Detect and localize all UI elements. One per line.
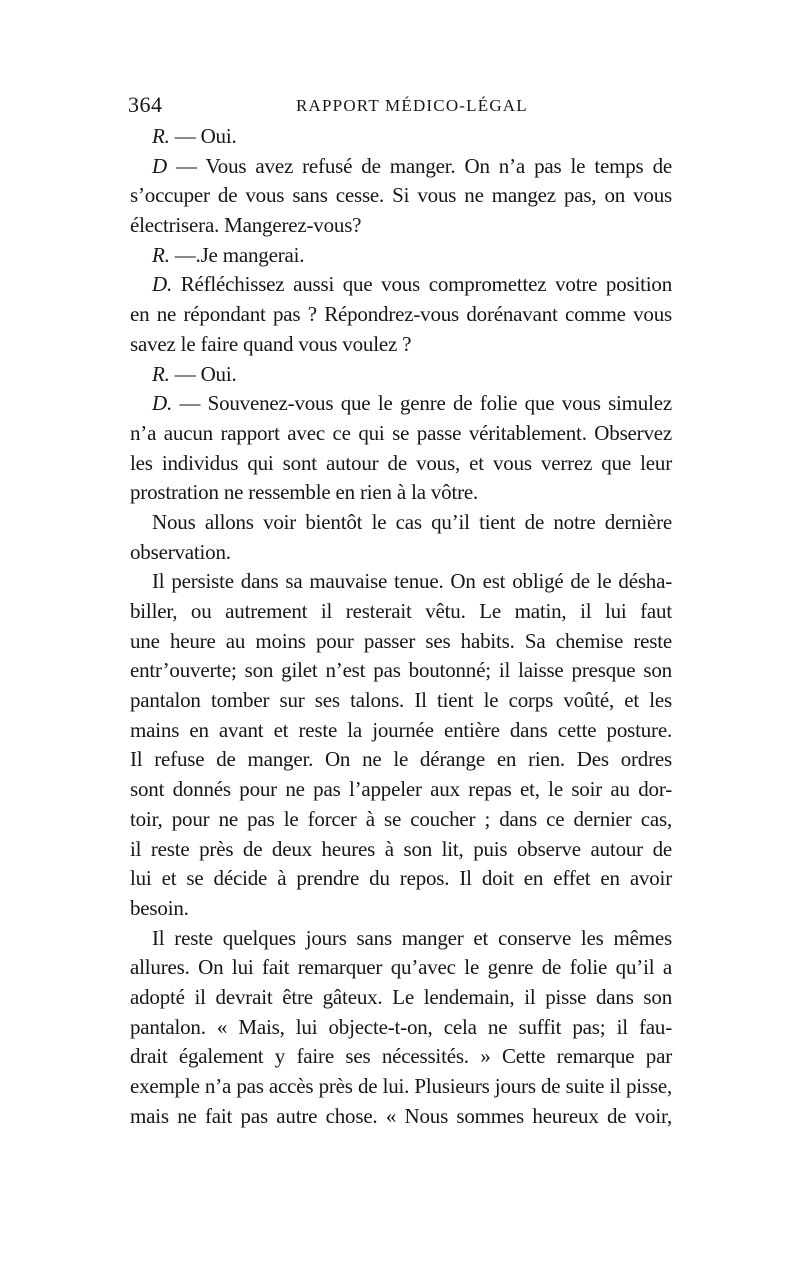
- text-line: [130, 745, 672, 775]
- line-text: Il persiste dans sa mauvaise tenue. On est obligé de le désha-: [152, 569, 672, 594]
- line-text: il reste près de deux heures à son lit, puis observe autour de: [130, 836, 672, 861]
- speaker-label: R.: [152, 361, 170, 386]
- text-line: [130, 1042, 672, 1072]
- line-text: allures. On lui fait remarquer qu’avec le genre de folie qu’il a: [130, 955, 672, 980]
- text-line: [130, 686, 672, 716]
- page-number: 364: [128, 92, 163, 117]
- text-line: [130, 567, 672, 597]
- line-text: lui et se décide à prendre du repos. Il doit en effet en avoir: [130, 866, 672, 891]
- line-text: biller, ou autrement il resterait vêtu. Le matin, il lui faut: [130, 599, 672, 623]
- line-text: en ne répondant pas ? Répondrez-vous dorénavant comme vous: [130, 302, 672, 327]
- text-line: [130, 389, 672, 419]
- text-line: [130, 449, 672, 479]
- line-text: mains en avant et reste la journée entière dans cette posture.: [130, 717, 672, 742]
- text-line: [130, 835, 672, 865]
- text-line: [130, 270, 672, 300]
- speaker-label: R.: [152, 124, 170, 148]
- text-line: [130, 775, 672, 805]
- text-line: [130, 478, 672, 508]
- text-line: [130, 122, 672, 152]
- line-text: — Vous avez refusé de manger. On n’a pas le temps de: [166, 153, 672, 178]
- speaker-label: R.: [152, 242, 170, 267]
- text-line: [130, 1072, 672, 1102]
- line-text: s’occuper de vous sans cesse. Si vous ne mangez pas, on vous: [130, 183, 672, 208]
- text-line: [130, 716, 672, 746]
- text-line: [130, 360, 672, 390]
- text-line: [130, 241, 672, 271]
- speaker-label: D.: [152, 391, 173, 416]
- text-line: [130, 181, 672, 211]
- line-text: Réfléchissez aussi que vous compromettez votre position: [172, 272, 672, 297]
- line-text: — Oui.: [169, 361, 237, 386]
- line-text: exemple n’a pas accès près de lui. Plusieurs jours de suite il pisse,: [130, 1074, 672, 1098]
- line-text: pantalon tomber sur ses talons. Il tient le corps voûté, et les: [130, 688, 672, 713]
- text-line: [130, 152, 672, 182]
- speaker-label: D: [152, 153, 167, 178]
- text-line: [130, 1102, 672, 1132]
- line-text: entr’ouverte; son gilet n’est pas boutonné; il laisse presque son: [130, 658, 672, 683]
- text-line: [130, 656, 672, 686]
- line-text: besoin.: [130, 895, 189, 920]
- text-line: [130, 419, 672, 449]
- line-text: savez le faire quand vous voulez ?: [130, 331, 412, 356]
- text-line: [130, 597, 672, 627]
- line-text: adopté il devrait être gâteux. Le lendemain, il pisse dans son: [130, 984, 672, 1009]
- running-title: RAPPORT MÉDICO-LÉGAL: [296, 96, 528, 115]
- line-text: prostration ne ressemble en rien à la vôtre.: [130, 480, 479, 505]
- text-line: [130, 1013, 672, 1043]
- line-text: sont donnés pour ne pas l’appeler aux repas et, le soir au dor-: [130, 777, 672, 802]
- line-text: électrisera. Mangerez-vous?: [130, 213, 362, 238]
- text-line: [130, 864, 672, 894]
- line-text: observation.: [130, 539, 231, 564]
- line-text: — Oui.: [169, 124, 237, 148]
- text-line: [130, 953, 672, 983]
- text-line: [130, 924, 672, 954]
- line-text: — Souvenez-vous que le genre de folie que vous simulez: [172, 391, 672, 416]
- text-line: [130, 627, 672, 657]
- text-line: [130, 894, 672, 924]
- text-line: [130, 300, 672, 330]
- line-text: n’a aucun rapport avec ce qui se passe véritablement. Observez: [130, 420, 672, 445]
- text-line: [130, 805, 672, 835]
- speaker-label: D.: [152, 272, 173, 297]
- line-text: drait également y faire ses nécessités. » Cette remarque par: [130, 1044, 672, 1069]
- text-line: [130, 330, 672, 360]
- body-text: [130, 122, 672, 1131]
- text-line: [130, 211, 672, 241]
- line-text: Il refuse de manger. On ne le dérange en rien. Des ordres: [130, 747, 672, 772]
- line-text: mais ne fait pas autre chose. « Nous sommes heureux de voir,: [130, 1103, 672, 1128]
- text-line: [130, 983, 672, 1013]
- line-text: une heure au moins pour passer ses habits. Sa chemise reste: [130, 628, 672, 653]
- line-text: —.Je mangerai.: [169, 242, 305, 267]
- line-text: Nous allons voir bientôt le cas qu’il tient de notre dernière: [152, 509, 672, 534]
- text-line: [130, 538, 672, 568]
- line-text: pantalon. « Mais, lui objecte-t-on, cela ne suffit pas; il fau-: [130, 1014, 672, 1039]
- running-head: [128, 92, 672, 122]
- line-text: les individus qui sont autour de vous, et vous verrez que leur: [130, 450, 672, 475]
- line-text: Il reste quelques jours sans manger et conserve les mêmes: [152, 925, 672, 950]
- line-text: toir, pour ne pas le forcer à se coucher ; dans ce dernier cas,: [130, 806, 672, 831]
- text-line: [130, 508, 672, 538]
